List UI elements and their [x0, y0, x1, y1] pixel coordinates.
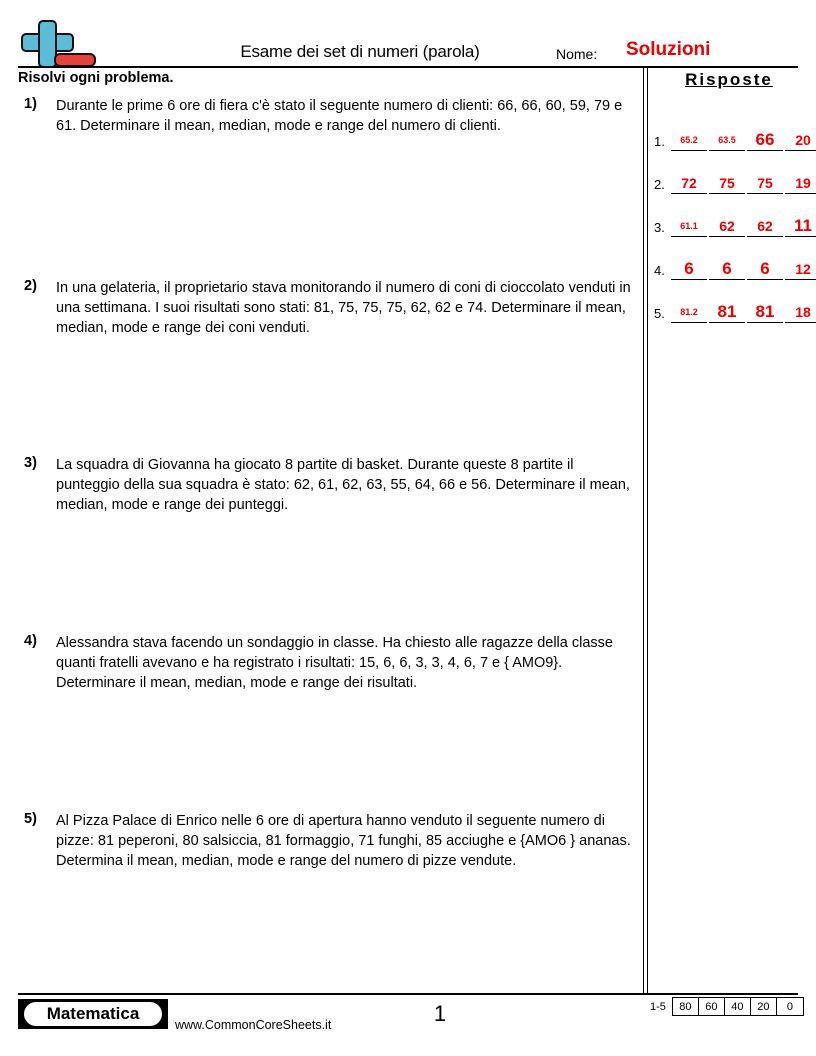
grading-scale — [650, 997, 804, 1016]
page-number: 1 — [433, 1001, 447, 1026]
answers-title: Risposte — [685, 70, 773, 89]
problem-text: Al Pizza Palace di Enrico nelle 6 ore di apertura hanno venduto il seguente numero di pizze: 81 peperoni, 80 salsiccia, 81 formaggio, 71 funghi, 85 acciughe e {AMO6 } ananas. Determina il mean, median, mode e range del numero di pizze vendute. — [56, 813, 631, 869]
page-title: Esame dei set di numeri (parola) — [240, 42, 480, 61]
answer-mean[interactable]: 6 — [671, 260, 707, 280]
answer-median[interactable]: 6 — [709, 260, 745, 280]
answer-median[interactable]: 75 — [709, 174, 745, 194]
answer-row — [650, 151, 816, 194]
answer-mean[interactable]: 61.1 — [671, 217, 707, 237]
answer-index: 2. — [654, 177, 665, 192]
answer-mode[interactable]: 81 — [747, 303, 783, 323]
grading-scale-range: 1-5 — [650, 1000, 666, 1013]
problem-text: In una gelateria, il proprietario stava monitorando il numero di coni di cioccolato venduti in una settimana. I suoi risultati sono stati: 81, 75, 75, 75, 62, 62 e 74. Determinare il mean, median, mode e range dei coni venduti. — [56, 280, 631, 336]
answer-mode[interactable]: 6 — [747, 260, 783, 280]
answers-column — [650, 68, 816, 323]
answer-mode[interactable]: 66 — [747, 131, 783, 151]
answer-median[interactable]: 81 — [709, 303, 745, 323]
answer-mode[interactable]: 62 — [747, 217, 783, 237]
problem-number: 5) — [24, 811, 37, 827]
website-url: www.CommonCoreSheets.it — [175, 1018, 332, 1032]
problem-item — [18, 455, 640, 633]
grading-scale-cell: 80 — [673, 998, 699, 1015]
instructions-text: Risolvi ogni problema. — [18, 70, 174, 86]
grading-scale-cell: 0 — [786, 1000, 793, 1013]
page-header — [0, 0, 816, 68]
answer-index: 4. — [654, 263, 665, 278]
answer-range[interactable]: 19 — [785, 174, 816, 194]
grading-scale-cell: 60 — [699, 998, 725, 1015]
grading-scale-cell: 40 — [725, 998, 751, 1015]
name-value: Soluzioni — [626, 39, 711, 60]
answer-mode[interactable]: 75 — [747, 174, 783, 194]
answer-row — [650, 237, 816, 280]
answer-row — [650, 194, 816, 237]
name-label: Nome: — [556, 46, 598, 62]
answer-range[interactable]: 12 — [785, 260, 816, 280]
answer-index: 3. — [654, 220, 665, 235]
plus-bar-logo-icon — [18, 20, 96, 68]
answer-range[interactable]: 18 — [785, 303, 816, 323]
page-footer — [0, 993, 816, 1056]
brand-badge — [18, 999, 168, 1029]
answer-median[interactable]: 63.5 — [709, 131, 745, 151]
logo-red-bar — [54, 53, 96, 67]
answer-index: 5. — [654, 306, 665, 321]
problem-item — [18, 96, 640, 278]
problem-number: 3) — [24, 455, 37, 471]
answer-range[interactable]: 11 — [785, 217, 816, 237]
problem-number: 4) — [24, 633, 37, 649]
brand-label: Matematica — [24, 1002, 162, 1026]
problem-item — [18, 278, 640, 455]
problem-number: 2) — [24, 278, 37, 294]
grading-scale-cell: 20 — [751, 998, 777, 1015]
problems-list — [18, 96, 640, 931]
problem-item — [18, 811, 640, 931]
problem-text: Alessandra stava facendo un sondaggio in classe. Ha chiesto alle ragazze della classe quanti fratelli avevano e ha registrato i risultati: 15, 6, 6, 3, 3, 4, 6, 7 e { AMO9}. Determinare il mean, median, mode e range dei risultati. — [56, 635, 613, 691]
answer-mean[interactable]: 72 — [671, 174, 707, 194]
answer-median[interactable]: 62 — [709, 217, 745, 237]
problem-text: Durante le prime 6 ore di fiera c'è stato il seguente numero di clienti: 66, 66, 60, 59, 79 e 61. Determinare il mean, median, mode e range del numero di clienti. — [56, 98, 623, 134]
grading-scale-boxes — [672, 997, 804, 1016]
problem-item — [18, 633, 640, 811]
answer-mean[interactable]: 81.2 — [671, 303, 707, 323]
answer-row — [650, 108, 816, 151]
footer-divider — [18, 993, 798, 995]
column-divider — [643, 66, 648, 993]
problem-text: La squadra di Giovanna ha giocato 8 partite di basket. Durante queste 8 partite il punteggio della sua squadra è stato: 62, 61, 62, 63, 55, 64, 66 e 56. Determinare il mean, median, mode e range dei punteggi. — [56, 457, 630, 513]
answer-range[interactable]: 20 — [785, 131, 816, 151]
answer-row — [650, 280, 816, 323]
answer-index: 1. — [654, 134, 665, 149]
answer-mean[interactable]: 65.2 — [671, 131, 707, 151]
problem-number: 1) — [24, 96, 37, 112]
